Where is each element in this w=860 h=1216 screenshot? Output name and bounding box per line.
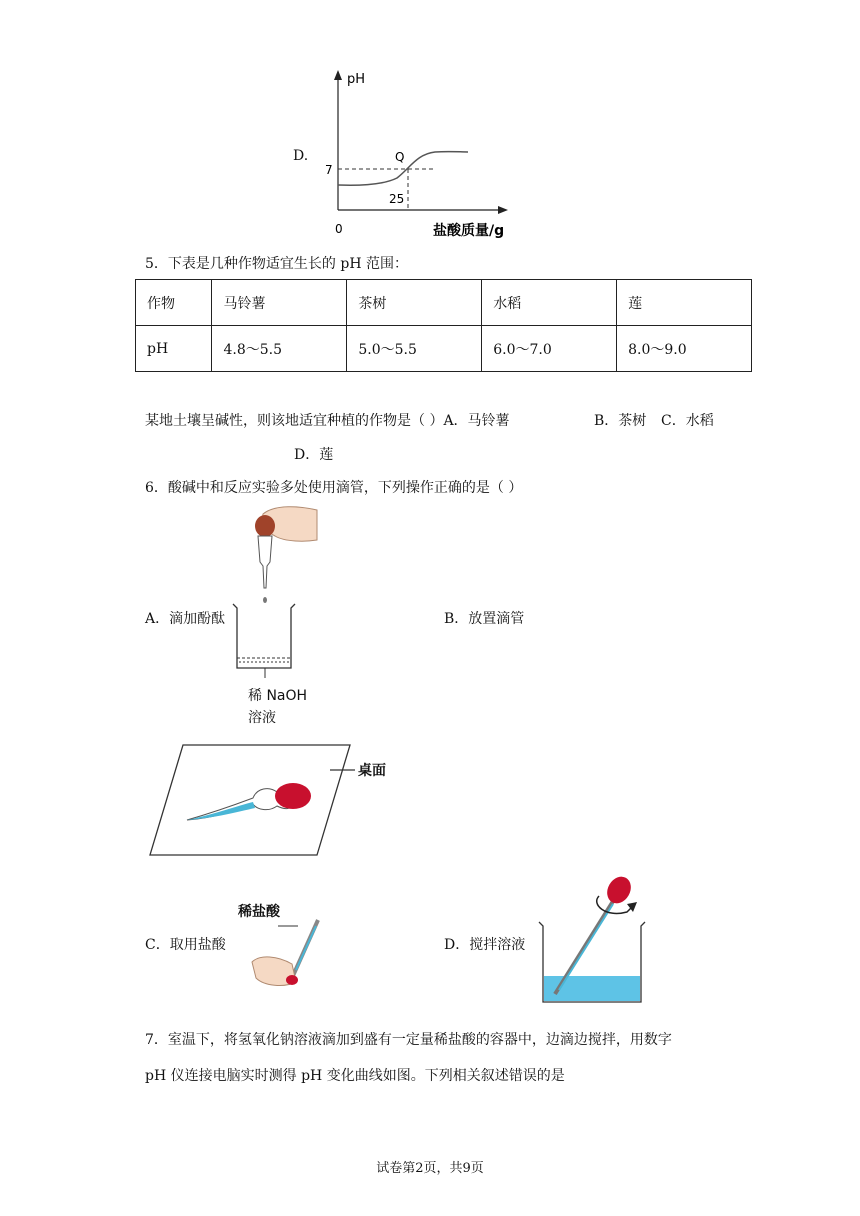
table-header-row bbox=[136, 280, 752, 326]
q5-prompt: 某地土壤呈碱性，则该地适宜种植的作物是（ ）A．马铃薯 bbox=[145, 413, 510, 429]
table-cell: 水稻 bbox=[482, 280, 617, 326]
figure-c-label: 稀盐酸 bbox=[238, 904, 280, 920]
figure-a-dropper-beaker bbox=[225, 500, 335, 680]
table-cell: 茶树 bbox=[347, 280, 482, 326]
page-footer: 试卷第2页，共9页 bbox=[376, 1161, 484, 1176]
table-cell: 莲 bbox=[617, 280, 752, 326]
figure-b-label: 桌面 bbox=[358, 763, 386, 779]
q6-stem: 6．酸碱中和反应实验多处使用滴管，下列操作正确的是（ ） bbox=[145, 480, 523, 496]
q6-option-d: D．搅拌溶液 bbox=[444, 937, 526, 953]
q7-line1: 7．室温下，将氢氧化钠溶液滴加到盛有一定量稀盐酸的容器中，边滴边搅拌，用数字 bbox=[145, 1032, 672, 1048]
dropper-icon bbox=[258, 536, 272, 588]
q5-option-d: D．莲 bbox=[294, 447, 334, 463]
figure-c-taking-acid bbox=[248, 912, 328, 992]
q6-option-a: A．滴加酚酞 bbox=[145, 611, 226, 627]
y-mark-7: 7 bbox=[325, 163, 333, 177]
figure-b-dropper-on-table bbox=[145, 740, 415, 860]
figure-a-label-line1: 稀 NaOH bbox=[248, 688, 308, 704]
x-axis-label: 盐酸质量/g bbox=[433, 223, 505, 239]
point-q-label: Q bbox=[395, 150, 405, 164]
table-cell: 8.0～9.0 bbox=[617, 326, 752, 372]
table-row bbox=[136, 326, 752, 372]
rubber-bulb-icon bbox=[275, 783, 311, 809]
figure-d-stirring bbox=[535, 868, 655, 1008]
table-cell: 马铃薯 bbox=[212, 280, 347, 326]
table-cell: 作物 bbox=[136, 280, 212, 326]
crop-ph-table bbox=[135, 279, 752, 372]
x-mark-25: 25 bbox=[389, 192, 405, 206]
option-d-label: D. bbox=[293, 148, 309, 164]
q6-option-b: B．放置滴管 bbox=[444, 611, 525, 627]
rubber-bulb-icon bbox=[602, 872, 635, 907]
ph-curve-chart bbox=[325, 66, 525, 241]
rubber-bulb-icon bbox=[255, 515, 275, 537]
q5-stem: 5．下表是几种作物适宜生长的 pH 范围： bbox=[145, 256, 408, 272]
y-axis-label: pH bbox=[347, 72, 366, 87]
figure-a-label-line2: 溶液 bbox=[248, 710, 276, 726]
origin-label: 0 bbox=[335, 222, 343, 236]
table-cell: pH bbox=[136, 326, 212, 372]
rubber-bulb-icon bbox=[286, 975, 298, 985]
q5-option-c: C．水稻 bbox=[661, 413, 714, 429]
table-cell: 5.0～5.5 bbox=[347, 326, 482, 372]
table-cell: 6.0～7.0 bbox=[482, 326, 617, 372]
q6-option-c: C．取用盐酸 bbox=[145, 937, 226, 953]
q7-line2: pH 仪连接电脑实时测得 pH 变化曲线如图。下列相关叙述错误的是 bbox=[145, 1068, 565, 1084]
q5-option-b: B．茶树 bbox=[594, 413, 647, 429]
table-cell: 4.8～5.5 bbox=[212, 326, 347, 372]
drop-icon bbox=[263, 597, 267, 603]
